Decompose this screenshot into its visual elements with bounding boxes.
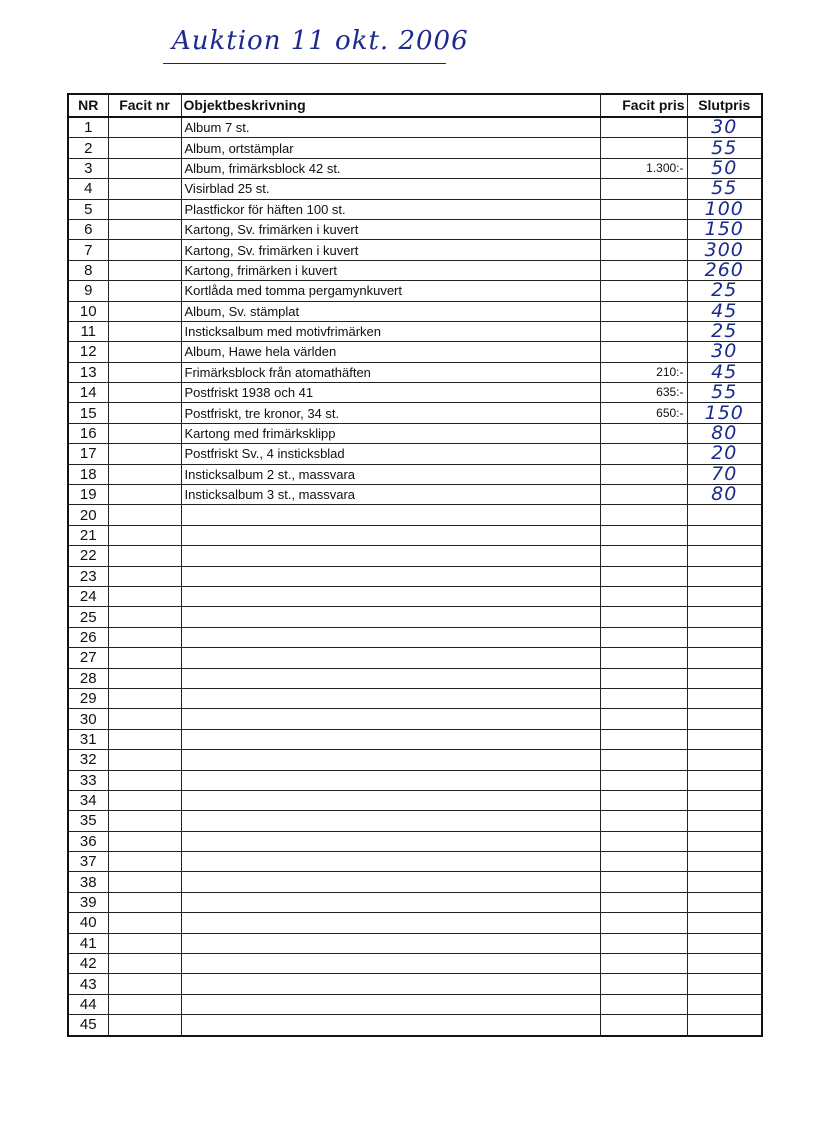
cell-description [181, 852, 600, 872]
cell-description: Album, ortstämplar [181, 138, 600, 158]
cell-description: Insticksalbum med motivfrimärken [181, 321, 600, 341]
cell-nr: 11 [68, 321, 108, 341]
cell-description [181, 750, 600, 770]
cell-description [181, 913, 600, 933]
cell-facit-pris [600, 464, 687, 484]
cell-slutpris [687, 709, 762, 729]
table-header-row [68, 94, 762, 117]
cell-facit-nr [108, 831, 181, 851]
cell-description: Frimärksblock från atomathäften [181, 362, 600, 382]
table-row [68, 831, 762, 851]
cell-facit-pris [600, 729, 687, 749]
cell-nr: 26 [68, 627, 108, 647]
cell-nr: 37 [68, 852, 108, 872]
cell-facit-nr [108, 403, 181, 423]
cell-nr: 1 [68, 117, 108, 138]
cell-facit-pris [600, 321, 687, 341]
cell-facit-pris [600, 852, 687, 872]
cell-facit-pris [600, 1015, 687, 1036]
table-row [68, 219, 762, 239]
cell-description [181, 648, 600, 668]
table-row [68, 607, 762, 627]
cell-facit-pris [600, 872, 687, 892]
table-row [68, 444, 762, 464]
cell-nr: 32 [68, 750, 108, 770]
cell-nr: 8 [68, 260, 108, 280]
cell-facit-nr [108, 117, 181, 138]
cell-slutpris [687, 607, 762, 627]
cell-nr: 22 [68, 546, 108, 566]
cell-slutpris [687, 811, 762, 831]
cell-facit-nr [108, 219, 181, 239]
cell-facit-nr [108, 688, 181, 708]
cell-facit-pris [600, 770, 687, 790]
cell-facit-pris [600, 260, 687, 280]
cell-slutpris: 150 [687, 403, 762, 423]
cell-facit-pris [600, 648, 687, 668]
cell-description [181, 994, 600, 1014]
header-facit-nr: Facit nr [108, 94, 181, 117]
cell-nr: 27 [68, 648, 108, 668]
table-row [68, 770, 762, 790]
table-row [68, 709, 762, 729]
table-row [68, 974, 762, 994]
table-row [68, 566, 762, 586]
cell-nr: 6 [68, 219, 108, 239]
cell-nr: 39 [68, 892, 108, 912]
cell-nr: 5 [68, 199, 108, 219]
cell-description: Album 7 st. [181, 117, 600, 138]
cell-nr: 44 [68, 994, 108, 1014]
table-row [68, 281, 762, 301]
cell-slutpris [687, 566, 762, 586]
cell-facit-nr [108, 362, 181, 382]
cell-description [181, 770, 600, 790]
cell-facit-pris [600, 444, 687, 464]
cell-facit-nr [108, 892, 181, 912]
cell-slutpris [687, 627, 762, 647]
cell-description: Insticksalbum 2 st., massvara [181, 464, 600, 484]
cell-facit-pris [600, 811, 687, 831]
table-row [68, 729, 762, 749]
cell-description [181, 1015, 600, 1036]
cell-nr: 30 [68, 709, 108, 729]
cell-nr: 29 [68, 688, 108, 708]
cell-facit-pris: 210:- [600, 362, 687, 382]
auction-table [67, 93, 763, 1037]
cell-facit-nr [108, 729, 181, 749]
cell-description: Kortlåda med tomma pergamynkuvert [181, 281, 600, 301]
cell-description: Insticksalbum 3 st., massvara [181, 485, 600, 505]
cell-facit-nr [108, 383, 181, 403]
cell-slutpris [687, 668, 762, 688]
header-facit-pris: Facit pris [600, 94, 687, 117]
cell-facit-nr [108, 770, 181, 790]
table-row [68, 260, 762, 280]
table-row [68, 648, 762, 668]
cell-nr: 43 [68, 974, 108, 994]
table-row [68, 423, 762, 443]
cell-nr: 38 [68, 872, 108, 892]
cell-slutpris [687, 790, 762, 810]
cell-nr: 7 [68, 240, 108, 260]
table-row [68, 913, 762, 933]
cell-nr: 40 [68, 913, 108, 933]
cell-description [181, 525, 600, 545]
cell-description: Album, Sv. stämplat [181, 301, 600, 321]
cell-facit-nr [108, 709, 181, 729]
table-row [68, 117, 762, 138]
cell-facit-pris [600, 586, 687, 606]
cell-slutpris [687, 831, 762, 851]
cell-description: Plastfickor för häften 100 st. [181, 199, 600, 219]
cell-facit-pris [600, 709, 687, 729]
cell-nr: 45 [68, 1015, 108, 1036]
cell-facit-pris [600, 750, 687, 770]
cell-slutpris: 260 [687, 260, 762, 280]
cell-facit-pris [600, 831, 687, 851]
cell-description [181, 933, 600, 953]
cell-facit-nr [108, 464, 181, 484]
cell-facit-pris [600, 913, 687, 933]
table-row [68, 464, 762, 484]
cell-nr: 14 [68, 383, 108, 403]
cell-facit-pris [600, 790, 687, 810]
cell-facit-nr [108, 321, 181, 341]
cell-facit-nr [108, 138, 181, 158]
cell-slutpris [687, 933, 762, 953]
cell-facit-pris [600, 627, 687, 647]
cell-description [181, 892, 600, 912]
cell-description: Kartong, Sv. frimärken i kuvert [181, 219, 600, 239]
table-row [68, 586, 762, 606]
cell-slutpris: 25 [687, 281, 762, 301]
table-row [68, 525, 762, 545]
cell-facit-nr [108, 607, 181, 627]
cell-description: Album, frimärksblock 42 st. [181, 158, 600, 178]
cell-slutpris: 300 [687, 240, 762, 260]
cell-nr: 41 [68, 933, 108, 953]
table-row [68, 485, 762, 505]
cell-facit-nr [108, 586, 181, 606]
table-row [68, 750, 762, 770]
cell-description: Visirblad 25 st. [181, 179, 600, 199]
cell-facit-pris [600, 199, 687, 219]
cell-facit-nr [108, 974, 181, 994]
cell-nr: 36 [68, 831, 108, 851]
table-row [68, 790, 762, 810]
cell-nr: 19 [68, 485, 108, 505]
cell-facit-pris [600, 240, 687, 260]
cell-nr: 13 [68, 362, 108, 382]
cell-facit-pris [600, 281, 687, 301]
table-row [68, 1015, 762, 1036]
cell-facit-nr [108, 444, 181, 464]
cell-facit-pris [600, 138, 687, 158]
cell-description: Postfriskt, tre kronor, 34 st. [181, 403, 600, 423]
cell-description [181, 586, 600, 606]
title-underline [163, 63, 446, 64]
cell-slutpris [687, 974, 762, 994]
cell-nr: 9 [68, 281, 108, 301]
cell-facit-nr [108, 525, 181, 545]
cell-facit-pris [600, 485, 687, 505]
table-row [68, 933, 762, 953]
table-body [68, 117, 762, 1036]
cell-facit-pris [600, 566, 687, 586]
cell-description: Postfriskt Sv., 4 insticksblad [181, 444, 600, 464]
cell-slutpris: 80 [687, 423, 762, 443]
cell-description: Kartong, frimärken i kuvert [181, 260, 600, 280]
cell-slutpris [687, 770, 762, 790]
cell-nr: 18 [68, 464, 108, 484]
table-row [68, 342, 762, 362]
cell-facit-nr [108, 505, 181, 525]
table-row [68, 158, 762, 178]
table-row [68, 994, 762, 1014]
cell-facit-nr [108, 240, 181, 260]
cell-description: Album, Hawe hela världen [181, 342, 600, 362]
cell-facit-pris [600, 892, 687, 912]
cell-facit-pris [600, 342, 687, 362]
cell-nr: 34 [68, 790, 108, 810]
cell-description [181, 790, 600, 810]
cell-facit-pris [600, 219, 687, 239]
cell-facit-nr [108, 872, 181, 892]
cell-facit-pris [600, 525, 687, 545]
cell-slutpris: 55 [687, 138, 762, 158]
table-row [68, 179, 762, 199]
table-row [68, 362, 762, 382]
cell-facit-pris: 1.300:- [600, 158, 687, 178]
cell-description [181, 831, 600, 851]
cell-description [181, 811, 600, 831]
cell-facit-pris [600, 505, 687, 525]
cell-facit-nr [108, 423, 181, 443]
cell-slutpris: 55 [687, 383, 762, 403]
cell-description [181, 546, 600, 566]
cell-nr: 3 [68, 158, 108, 178]
table-row [68, 240, 762, 260]
cell-facit-pris [600, 994, 687, 1014]
table-row [68, 505, 762, 525]
cell-facit-nr [108, 913, 181, 933]
cell-description [181, 566, 600, 586]
cell-description [181, 954, 600, 974]
table-row [68, 321, 762, 341]
cell-nr: 4 [68, 179, 108, 199]
cell-slutpris: 25 [687, 321, 762, 341]
header-description: Objektbeskrivning [181, 94, 600, 117]
cell-nr: 42 [68, 954, 108, 974]
cell-facit-nr [108, 790, 181, 810]
cell-facit-pris [600, 933, 687, 953]
cell-slutpris: 100 [687, 199, 762, 219]
cell-slutpris: 80 [687, 485, 762, 505]
cell-description [181, 709, 600, 729]
cell-description [181, 505, 600, 525]
cell-nr: 10 [68, 301, 108, 321]
cell-facit-pris [600, 668, 687, 688]
cell-facit-nr [108, 301, 181, 321]
cell-facit-pris [600, 607, 687, 627]
cell-nr: 21 [68, 525, 108, 545]
cell-facit-nr [108, 852, 181, 872]
cell-facit-pris: 650:- [600, 403, 687, 423]
cell-facit-nr [108, 546, 181, 566]
cell-slutpris [687, 954, 762, 974]
cell-facit-pris [600, 117, 687, 138]
cell-slutpris [687, 729, 762, 749]
cell-slutpris [687, 750, 762, 770]
cell-description [181, 872, 600, 892]
cell-facit-pris [600, 974, 687, 994]
cell-slutpris: 45 [687, 362, 762, 382]
table-row [68, 301, 762, 321]
cell-description [181, 729, 600, 749]
cell-slutpris [687, 994, 762, 1014]
cell-description: Kartong, Sv. frimärken i kuvert [181, 240, 600, 260]
cell-slutpris: 45 [687, 301, 762, 321]
table-row [68, 546, 762, 566]
cell-facit-nr [108, 954, 181, 974]
table-row [68, 383, 762, 403]
cell-slutpris: 50 [687, 158, 762, 178]
cell-slutpris: 20 [687, 444, 762, 464]
cell-nr: 23 [68, 566, 108, 586]
cell-facit-nr [108, 179, 181, 199]
cell-slutpris: 150 [687, 219, 762, 239]
cell-nr: 12 [68, 342, 108, 362]
cell-facit-nr [108, 158, 181, 178]
cell-facit-pris [600, 688, 687, 708]
cell-facit-pris [600, 954, 687, 974]
table-row [68, 954, 762, 974]
cell-facit-nr [108, 994, 181, 1014]
cell-facit-nr [108, 933, 181, 953]
cell-slutpris [687, 872, 762, 892]
cell-slutpris [687, 586, 762, 606]
table-row [68, 403, 762, 423]
cell-nr: 35 [68, 811, 108, 831]
cell-slutpris [687, 505, 762, 525]
cell-facit-pris [600, 179, 687, 199]
table-row [68, 872, 762, 892]
cell-facit-nr [108, 648, 181, 668]
table-row [68, 852, 762, 872]
table-row [68, 138, 762, 158]
cell-nr: 28 [68, 668, 108, 688]
cell-slutpris [687, 688, 762, 708]
table-row [68, 892, 762, 912]
cell-slutpris [687, 892, 762, 912]
cell-slutpris: 30 [687, 342, 762, 362]
cell-nr: 20 [68, 505, 108, 525]
cell-facit-nr [108, 750, 181, 770]
cell-facit-nr [108, 566, 181, 586]
cell-nr: 33 [68, 770, 108, 790]
cell-description [181, 974, 600, 994]
table-row [68, 199, 762, 219]
cell-description [181, 607, 600, 627]
cell-slutpris [687, 852, 762, 872]
cell-facit-pris [600, 423, 687, 443]
cell-nr: 17 [68, 444, 108, 464]
cell-slutpris [687, 546, 762, 566]
cell-description: Kartong med frimärksklipp [181, 423, 600, 443]
cell-slutpris: 30 [687, 117, 762, 138]
cell-nr: 31 [68, 729, 108, 749]
cell-nr: 15 [68, 403, 108, 423]
cell-facit-pris [600, 301, 687, 321]
header-nr: NR [68, 94, 108, 117]
cell-nr: 25 [68, 607, 108, 627]
cell-facit-nr [108, 342, 181, 362]
table-row [68, 627, 762, 647]
table-row [68, 668, 762, 688]
header-slutpris: Slutpris [687, 94, 762, 117]
cell-facit-nr [108, 281, 181, 301]
document-title: Auktion 11 okt. 2006 [172, 26, 469, 56]
cell-slutpris [687, 913, 762, 933]
cell-slutpris [687, 1015, 762, 1036]
cell-description [181, 627, 600, 647]
cell-slutpris: 70 [687, 464, 762, 484]
cell-facit-nr [108, 199, 181, 219]
cell-facit-nr [108, 260, 181, 280]
cell-slutpris: 55 [687, 179, 762, 199]
cell-facit-nr [108, 811, 181, 831]
cell-nr: 2 [68, 138, 108, 158]
cell-description: Postfriskt 1938 och 41 [181, 383, 600, 403]
cell-facit-nr [108, 1015, 181, 1036]
cell-slutpris [687, 648, 762, 668]
table-row [68, 688, 762, 708]
cell-facit-pris: 635:- [600, 383, 687, 403]
cell-description [181, 688, 600, 708]
cell-nr: 16 [68, 423, 108, 443]
cell-facit-nr [108, 627, 181, 647]
table-row [68, 811, 762, 831]
cell-description [181, 668, 600, 688]
cell-facit-nr [108, 485, 181, 505]
cell-slutpris [687, 525, 762, 545]
cell-facit-nr [108, 668, 181, 688]
cell-nr: 24 [68, 586, 108, 606]
cell-facit-pris [600, 546, 687, 566]
